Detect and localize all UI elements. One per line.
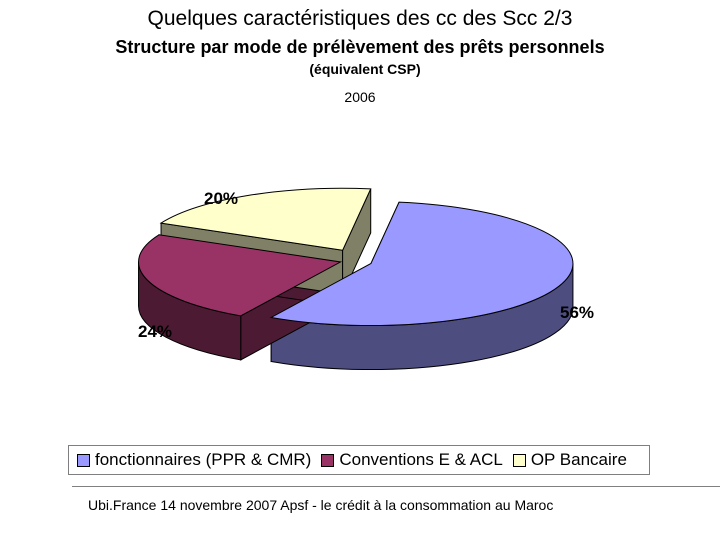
legend-label-fonctionnaires: fonctionnaires (PPR & CMR) bbox=[95, 450, 312, 469]
legend-swatch-fonctionnaires bbox=[77, 454, 90, 467]
footer-text: Ubi.France 14 novembre 2007 Apsf - le crédit à la consommation au Maroc bbox=[88, 497, 554, 513]
legend-label-op-bancaire: OP Bancaire bbox=[530, 450, 627, 469]
legend-swatch-op-bancaire bbox=[513, 454, 526, 467]
legend-swatch-conventions bbox=[321, 454, 334, 467]
legend-item-fonctionnaires bbox=[77, 450, 311, 470]
legend-item-op-bancaire bbox=[513, 450, 627, 470]
page-subtitle: Structure par mode de prélèvement des prêts personnels bbox=[115, 37, 605, 57]
subtitle-note: (équivalent CSP) bbox=[309, 61, 421, 77]
page-title: Quelques caractéristiques des cc des Scc 2/3 bbox=[147, 7, 573, 30]
footer-divider bbox=[72, 486, 720, 487]
chart-legend bbox=[68, 445, 650, 475]
legend-label-conventions: Conventions E & ACL bbox=[339, 450, 503, 469]
data-label-fonctionnaires: 56% bbox=[560, 303, 595, 322]
data-label-op-bancaire: 20% bbox=[204, 189, 239, 208]
chart-year: 2006 bbox=[344, 89, 376, 105]
data-label-conventions: 24% bbox=[138, 322, 173, 341]
legend-item-conventions bbox=[321, 450, 502, 470]
